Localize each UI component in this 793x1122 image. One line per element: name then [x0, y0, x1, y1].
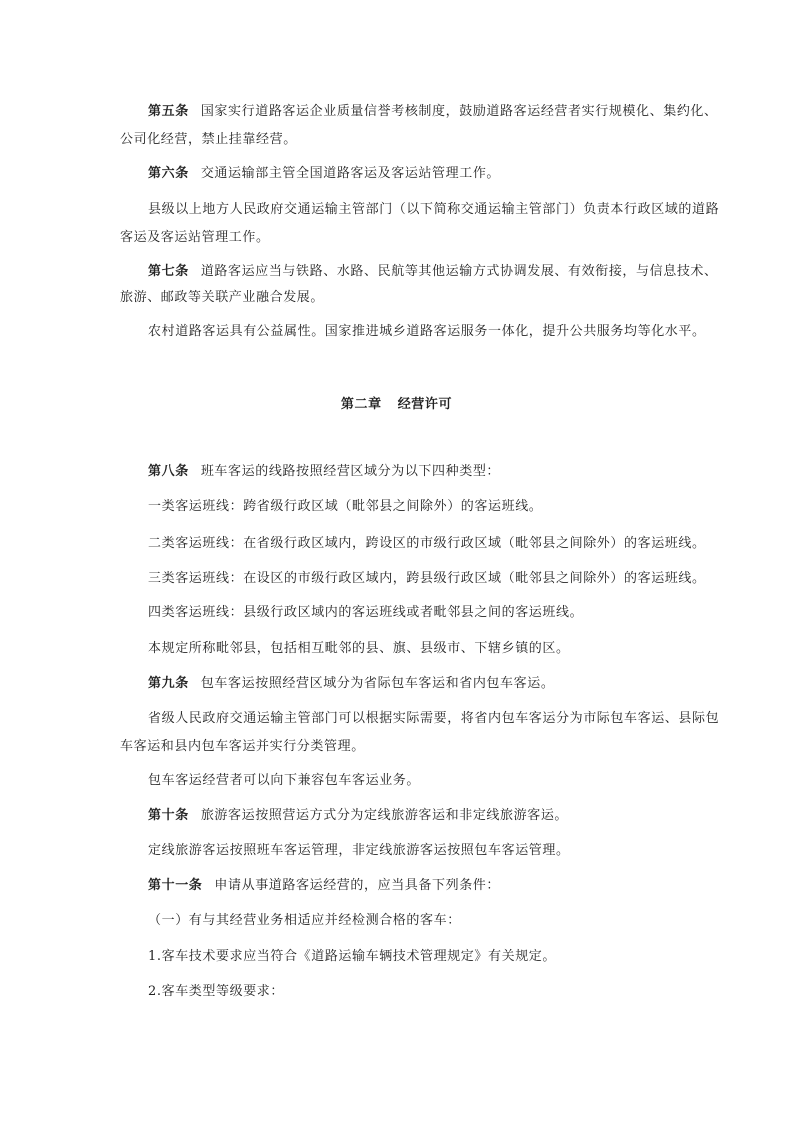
article-9-label: 第九条 [148, 676, 189, 691]
article-9-paragraph-2-line-2: 车客运和县内包车客运并实行分类管理。 [120, 739, 365, 754]
article-7-label: 第七条 [148, 264, 189, 279]
article-5-line-2: 公司化经营，禁止挂靠经营。 [120, 132, 297, 147]
article-11-line-1 [148, 876, 500, 896]
article-8-label: 第八条 [148, 464, 189, 479]
article-8-text: 班车客运的线路按照经营区域分为以下四种类型： [200, 464, 501, 479]
article-11-sub-item-1: 1.客车技术要求应当符合《道路运输车辆技术管理规定》有关规定。 [148, 949, 557, 964]
article-7-paragraph-2: 农村道路客运具有公益属性。国家推进城乡道路客运服务一体化，提升公共服务均等化水平。 [148, 324, 706, 339]
article-10-line-1 [148, 806, 568, 826]
article-5-line-1 [148, 102, 718, 122]
chapter-heading [0, 393, 793, 412]
article-8-item: 本规定所称毗邻县，包括相互毗邻的县、旗、县级市、下辖乡镇的区。 [148, 641, 570, 656]
article-10-label: 第十条 [148, 808, 189, 823]
article-6-label: 第六条 [148, 166, 189, 181]
article-9-text: 包车客运按照经营区域分为省际包车客运和省内包车客运。 [200, 676, 555, 691]
article-6-text: 交通运输部主管全国道路客运及客运站管理工作。 [200, 166, 501, 181]
article-5-label: 第五条 [148, 104, 189, 119]
article-6-paragraph-2-line-1: 县级以上地方人民政府交通运输主管部门（以下简称交通运输主管部门）负责本行政区域的道路 [148, 202, 720, 217]
article-8-item: 二类客运班线：在省级行政区域内，跨设区的市级行政区域（毗邻县之间除外）的客运班线。 [148, 536, 706, 551]
article-10-text: 旅游客运按照营运方式分为定线旅游客运和非定线旅游客运。 [200, 808, 569, 823]
article-10-paragraph-2: 定线旅游客运按照班车客运管理，非定线旅游客运按照包车客运管理。 [148, 843, 570, 858]
article-11-text: 申请从事道路客运经营的，应当具备下列条件： [214, 878, 501, 893]
article-6-paragraph-2-line-2: 客运及客运站管理工作。 [120, 230, 270, 245]
article-8-item: 一类客运班线：跨省级行政区域（毗邻县之间除外）的客运班线。 [148, 499, 543, 514]
article-7-line-2: 旅游、邮政等关联产业融合发展。 [120, 290, 325, 305]
article-7-line-1 [148, 262, 718, 282]
article-8-line-1 [148, 462, 500, 482]
chapter-number: 第二章 [340, 397, 382, 412]
article-9-line-1 [148, 674, 554, 694]
article-11-sub-item-2: 2.客车类型等级要求： [148, 984, 285, 999]
article-9-paragraph-2-line-1: 省级人民政府交通运输主管部门可以根据实际需要，将省内包车客运分为市际包车客运、县际包 [148, 711, 720, 726]
article-11-condition-1: （一）有与其经营业务相适应并经检测合格的客车： [148, 913, 461, 928]
article-9-paragraph-3: 包车客运经营者可以向下兼容包车客运业务。 [148, 773, 421, 788]
article-8-item: 三类客运班线：在设区的市级行政区域内，跨县级行政区域（毗邻县之间除外）的客运班线。 [148, 571, 706, 586]
article-11-label: 第十一条 [148, 878, 203, 893]
article-6-line-1 [148, 164, 500, 184]
chapter-title: 经营许可 [397, 397, 453, 412]
article-8-item: 四类客运班线：县级行政区域内的客运班线或者毗邻县之间的客运班线。 [148, 605, 584, 620]
article-5-text: 国家实行道路客运企业质量信誉考核制度，鼓励道路客运经营者实行规模化、集约化、 [200, 104, 718, 119]
article-7-text: 道路客运应当与铁路、水路、民航等其他运输方式协调发展、有效衔接，与信息技术、 [200, 264, 718, 279]
